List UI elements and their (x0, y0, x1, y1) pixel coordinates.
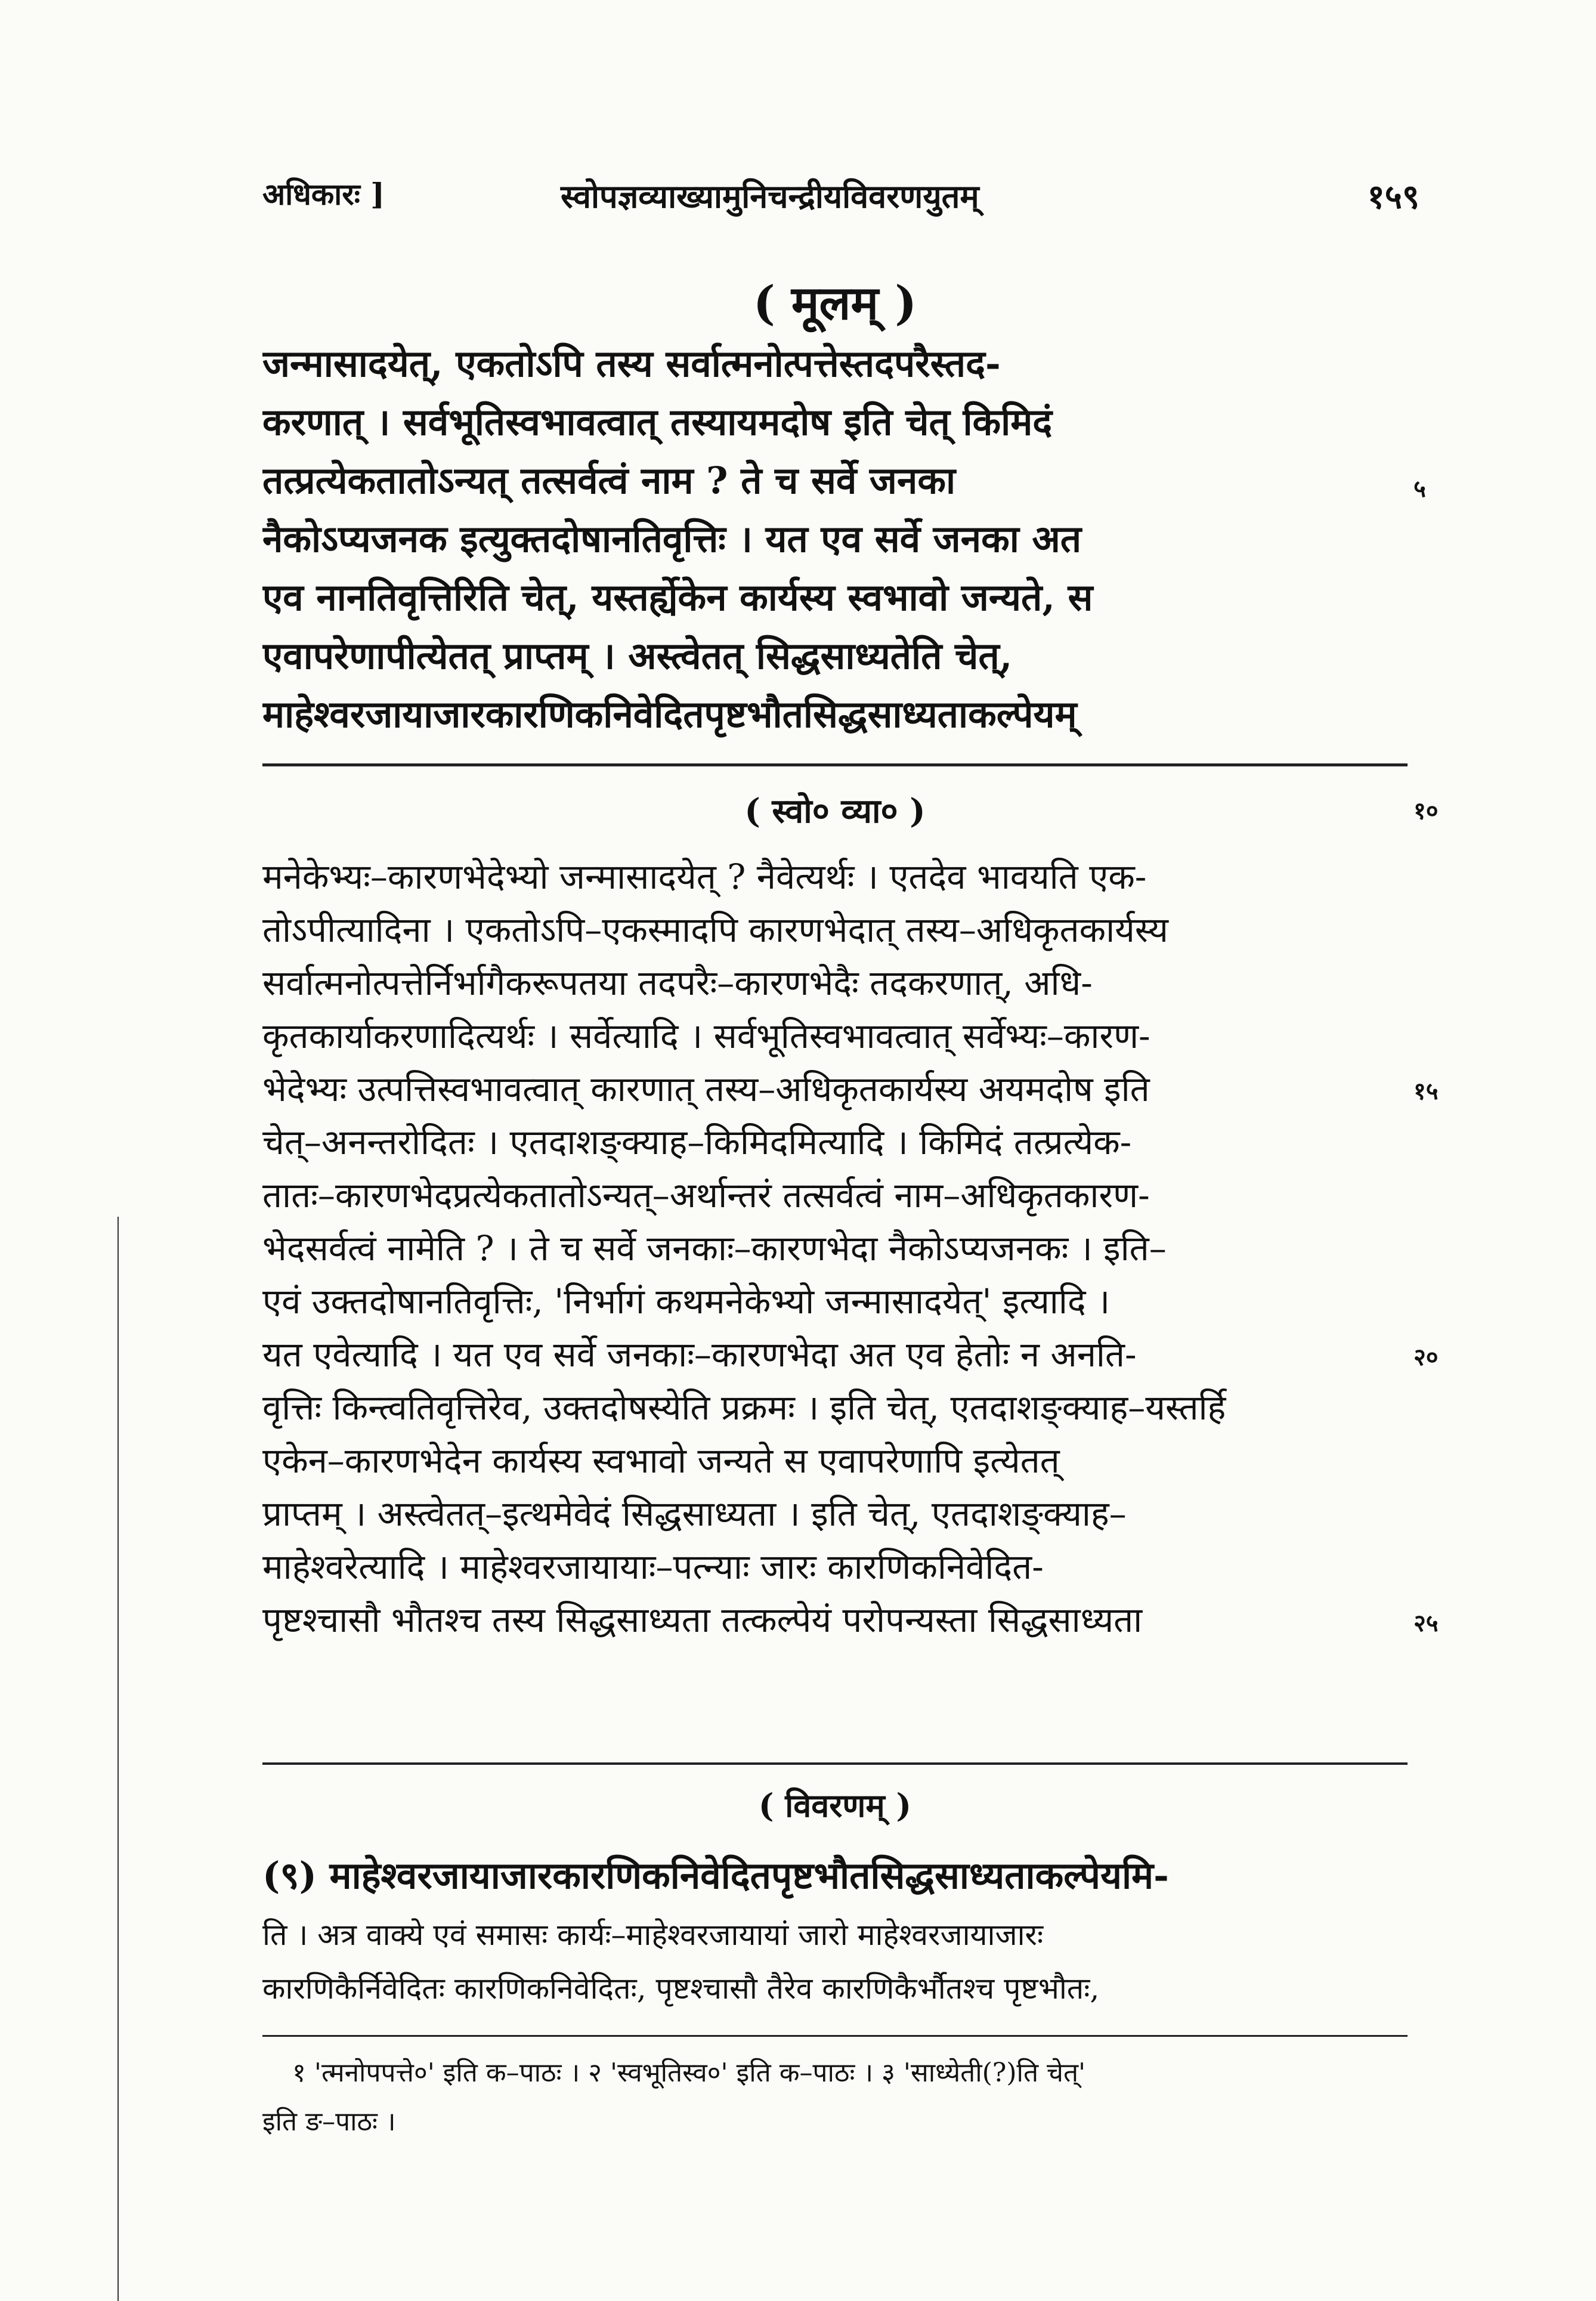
line-number: ५ (1413, 475, 1426, 503)
commentary-line: चेत्–अनन्तरोदितः । एतदाशङ्क्याह–किमिदमित्यादि । किमिदं तत्प्रत्येक- (262, 1122, 1132, 1162)
page-number: १५९ (1367, 177, 1419, 217)
header-section-label: अधिकारः ] (262, 177, 385, 212)
root-text-line: एव नानतिवृत्तिरिति चेत्, यस्तर्ह्येकेन कार्यस्य स्वभावो जन्यते, स (262, 576, 1093, 619)
footnote-divider (262, 2035, 1408, 2037)
commentary-line: यत एवेत्यादि । यत एव सर्वे जनकाः–कारणभेदा अत एव हेतोः न अनति- (262, 1334, 1137, 1375)
root-text-line: एवापरेणापीत्येतत् प्राप्तम् । अस्त्वेतत् सिद्धसाध्यतेति चेत्, (262, 634, 1013, 678)
commentary-line: कृतकार्याकरणादित्यर्थः । सर्वेत्यादि । सर्वभूतिस्वभावत्वात् सर्वेभ्यः–कारण- (262, 1016, 1150, 1056)
commentary-line: पृष्टश्चासौ भौतश्च तस्य सिद्धसाध्यता तत्कल्पेयं परोपन्यस्ता सिद्धसाध्यता (262, 1600, 1143, 1640)
section-divider (262, 763, 1408, 766)
root-text-heading: ( मूलम् ) (753, 276, 917, 330)
running-header (262, 173, 1419, 227)
root-text-line: जन्मासादयेत्, एकतोऽपि तस्य सर्वात्मनोत्पत्तेस्तदपरैस्तद- (262, 342, 1001, 385)
commentary-line: प्राप्तम् । अस्त्वेतत्–इत्थमेवेदं सिद्धसाध्यता । इति चेत्, एतदाशङ्क्याह– (262, 1493, 1127, 1534)
line-number: २५ (1413, 1609, 1439, 1637)
scan-edge-line (117, 1217, 119, 2301)
footnote-line: इति ङ–पाठः । (262, 2107, 396, 2137)
commentary-line: माहेश्वरेत्यादि । माहेश्वरजायायाः–पत्न्याः जारः कारणिकनिवेदित- (262, 1547, 1044, 1587)
line-number: १५ (1413, 1077, 1439, 1105)
commentary-line: मनेकेभ्यः–कारणभेदेभ्यो जन्मासादयेत् ? नैवेत्यर्थः । एतदेव भावयति एक- (262, 856, 1147, 897)
commentary-line: तातः–कारणभेदप्रत्येकतातोऽन्यत्–अर्थान्तरं तत्सर्वत्वं नाम–अधिकृतकारण- (262, 1175, 1150, 1216)
root-text-line: माहेश्वरजायाजारकारणिकनिवेदितपृष्टभौतसिद्धसाध्यताकल्पेयम् (262, 692, 1077, 736)
commentary-line: सर्वात्मनोत्पत्तेर्निर्भागैकरूपतया तदपरैः–कारणभेदैः तदकरणात्, अधि- (262, 963, 1093, 1003)
commentary-line: वृत्तिः किन्त्वतिवृत्तिरेव, उक्तदोषस्येति प्रक्रमः । इति चेत्, एतदाशङ्क्याह–यस्तर्हि (262, 1387, 1226, 1428)
root-text-line: नैकोऽप्यजनक इत्युक्तदोषानतिवृत्तिः । यत एव सर्वे जनका अत (262, 517, 1082, 561)
line-number: १० (1413, 797, 1439, 825)
footnote-line: १ 'त्मनोपपत्ते०' इति क–पाठः । २ 'स्वभूतिस्व०' इति क–पाठः । ३ 'साध्येती(?)ति चेत्' (292, 2058, 1086, 2088)
vivarana-line: ति । अत्र वाक्ये एवं समासः कार्यः–माहेश्वरजायायां जारो माहेश्वरजायाजारः (262, 1918, 1044, 1952)
commentary-line: एवं उक्तदोषानतिवृत्तिः, 'निर्भागं कथमनेकेभ्यो जन्मासादयेत्' इत्यादि । (262, 1281, 1111, 1322)
section-divider (262, 1762, 1408, 1765)
commentary-line: भेदेभ्यः उत्पत्तिस्वभावत्वात् कारणात् तस्य–अधिकृतकार्यस्य अयमदोष इति (262, 1069, 1150, 1109)
vivarana-line: कारणिकैर्निवेदितः कारणिकनिवेदितः, पृष्टश्चासौ तैरेव कारणिकैर्भौतश्च पृष्टभौतः, (262, 1971, 1100, 2006)
vivarana-line: (९) माहेश्वरजायाजारकारणिकनिवेदितपृष्टभौतसिद्धसाध्यताकल्पेयमि- (262, 1854, 1169, 1897)
vivarana-heading: ( विवरणम् ) (758, 1786, 912, 1824)
commentary-heading: ( स्वो० व्या० ) (744, 791, 926, 831)
commentary-line: भेदसर्वत्वं नामेति ? । ते च सर्वे जनकाः–कारणभेदा नैकोऽप्यजनकः । इति– (262, 1228, 1167, 1269)
root-text-line: तत्प्रत्येकतातोऽन्यत् तत्सर्वत्वं नाम ? ते च सर्वे जनका (262, 459, 956, 502)
commentary-line: एकेन–कारणभेदेन कार्यस्य स्वभावो जन्यते स एवापरेणापि इत्येतत् (262, 1440, 1060, 1481)
header-book-title: स्वोपज्ञव्याख्यामुनिचन्द्रीयविवरणयुतम् (561, 177, 979, 215)
line-number: २० (1413, 1343, 1439, 1371)
root-text-line: करणात् । सर्वभूतिस्वभावत्वात् तस्यायमदोष इति चेत् किमिदं (262, 400, 1053, 444)
commentary-line: तोऽपीत्यादिना । एकतोऽपि–एकस्मादपि कारणभेदात् तस्य–अधिकृतकार्यस्य (262, 910, 1168, 950)
